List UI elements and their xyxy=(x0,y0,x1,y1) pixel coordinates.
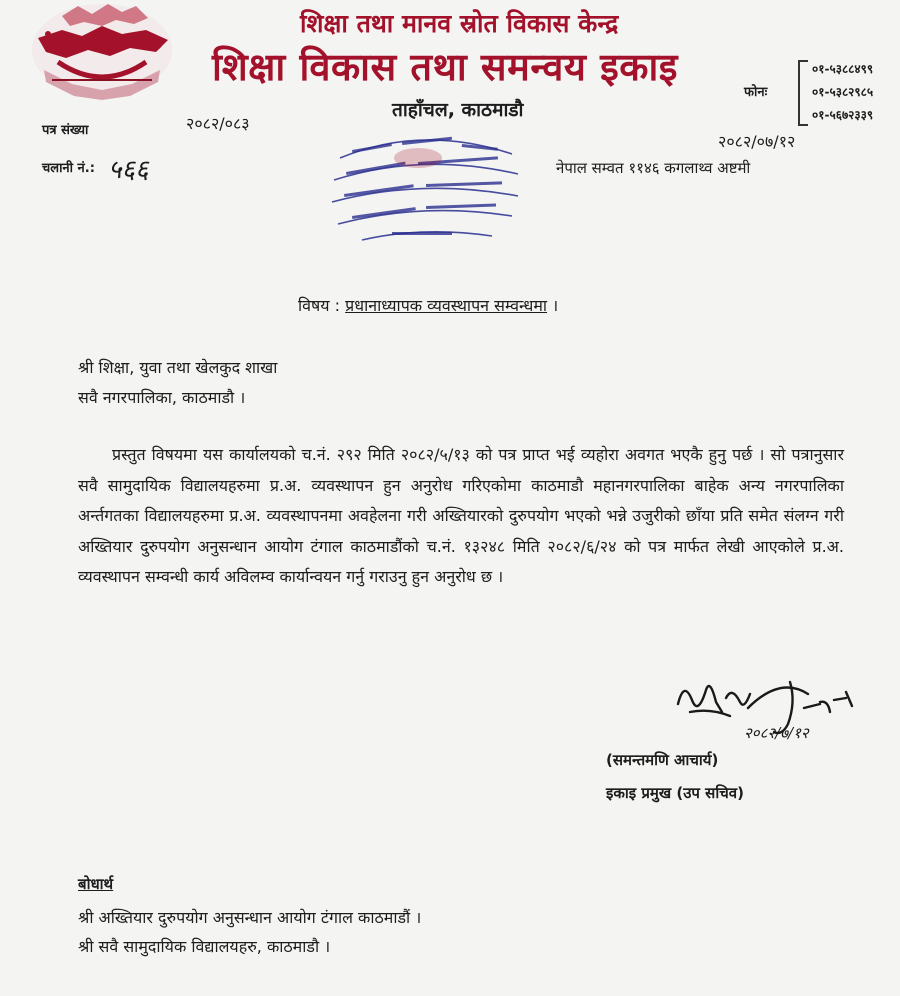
chalani-number: ५६६ xyxy=(108,155,149,185)
phone-bracket xyxy=(798,60,808,126)
handwritten-signature xyxy=(670,672,860,754)
subject-line xyxy=(298,294,558,316)
fiscal-year: २०८२/०८३ xyxy=(186,114,250,133)
cc-line-1: श्री अख्तियार दुरुपयोग अनुसन्धान आयोग टंगाल काठमाडौं । xyxy=(78,908,422,927)
nepal-emblem-logo xyxy=(18,0,186,110)
cc-heading: बोधार्थ xyxy=(78,875,114,893)
subject-end: । xyxy=(552,296,559,315)
patra-sankhya-label: पत्र संख्या xyxy=(42,123,89,138)
letter-body: प्रस्तुत विषयमा यस कार्यालयको च.नं. २९२ मिति २०८२/५/१३ को पत्र प्राप्त भई व्यहोरा अवगत भएकै हुनु पर्छ । सो पत्रानुसार सवै सामुदायिक विद्यालयहरुमा प्र.अ. व्यवस्थापन हुन अनुरोध गरिएकोमा काठमाडौ महानगरपालिका बाहेक अन्य नगरपालिका अर्न्तगतका विद्यालयहरुमा प्र.अ. व्यवस्थापनमा अवहेलना गरी अख्तियारको दुरुपयोग भएको भन्ने उजुरीको छाँया प्रति समेत संलग्न गरी अख्तियार दुरुपयोग अनुसन्धान आयोग टंगाल काठमाडौंको च.नं. १३२४८ मिति २०८२/६/२४ को पत्र मार्फत लेखी आएकोले प्र.अ. व्यवस्थापन सम्वन्धी कार्य अविलम्व कार्यान्वयन गर्नु गराउनु हुन अनुरोध छ । xyxy=(78,445,844,587)
chalani-label: चलानी नं.: xyxy=(42,161,95,176)
organization-address: ताहाँचल, काठमाडौ xyxy=(392,99,524,121)
recipient-line-1: श्री शिक्षा, युवा तथा खेलकुद शाखा xyxy=(78,358,278,377)
signatory-name: (समन्तमणि आचार्य) xyxy=(606,751,719,769)
nepal-sambat-date: नेपाल सम्वत ११४६ कगलाथ्व अष्टमी xyxy=(556,159,751,177)
office-stamp xyxy=(322,128,532,248)
subject-text: प्रधानाध्यापक व्यवस्थापन सम्वन्धमा xyxy=(345,296,548,315)
recipient-line-2: सवै नगरपालिका, काठमाडौ । xyxy=(78,388,246,407)
cc-line-2: श्री सवै सामुदायिक विद्यालयहरु, काठमाडौ । xyxy=(78,937,331,956)
signatory-title: इकाइ प्रमुख (उप सचिव) xyxy=(606,784,744,802)
phone-number-1: ०१-५३८८४९९ xyxy=(812,62,874,76)
organization-subtitle: शिक्षा तथा मानव स्रोत विकास केन्द्र xyxy=(300,9,619,38)
phone-number-3: ०१-५६७२३३९ xyxy=(812,108,874,122)
signature-date: २०८२/७/१२ xyxy=(744,724,809,742)
subject-label: विषय : xyxy=(298,296,341,315)
phone-number-2: ०१-५३८२९८५ xyxy=(812,85,874,99)
letter-date: २०८२/०७/१२ xyxy=(718,132,796,151)
phone-label: फोनः xyxy=(744,85,768,100)
organization-title: शिक्षा विकास तथा समन्वय इकाइ xyxy=(212,45,678,89)
